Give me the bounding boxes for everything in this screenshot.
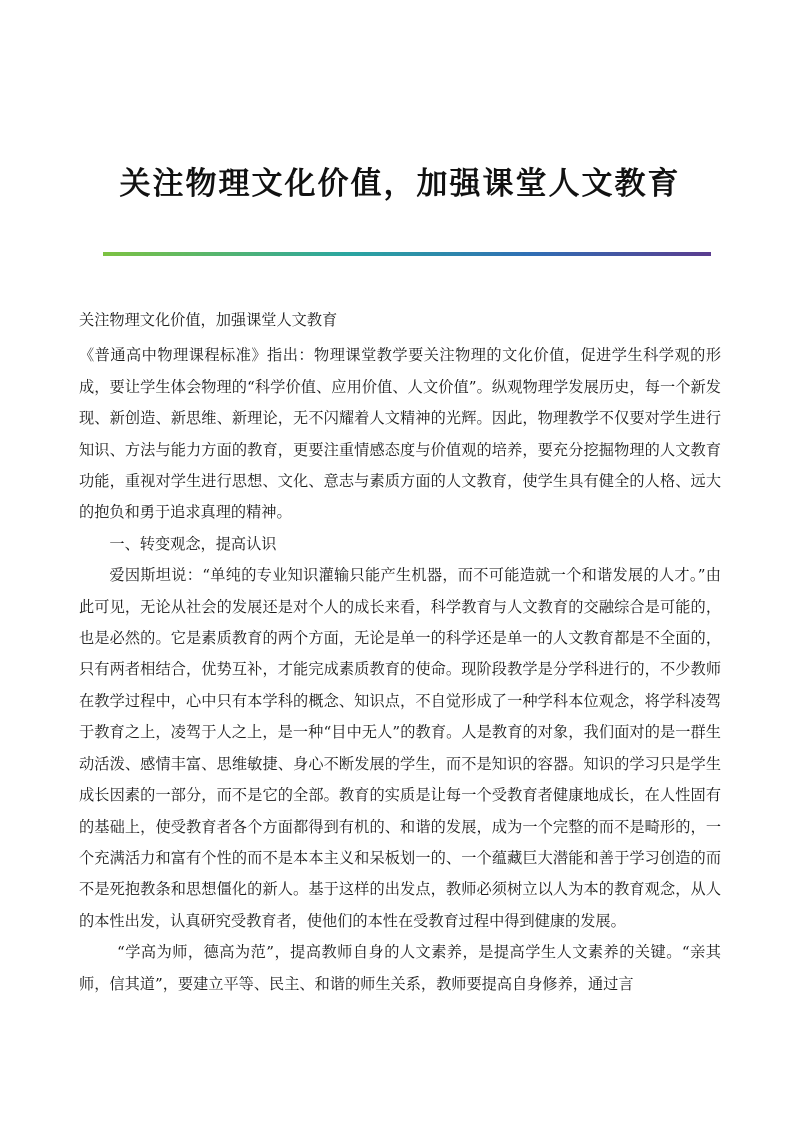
- title-divider: [103, 252, 711, 256]
- page-title: 关注物理文化价值，加强课堂人文教育: [119, 166, 681, 202]
- paragraph-einstein: 爱因斯坦说：“单纯的专业知识灌输只能产生机器，而不可能造就一个和谐发展的人才。”由此可见，无论从社会的发展还是对个人的成长来看，科学教育与人文教育的交融综合是可能的，也是必然的。它是素质教育的两个方面，无论是单一的科学还是单一的人文教育都是不全面的，只有两者相结合，优势互补，才能完成素质教育的使命。现阶段教学是分学科进行的，不少教师在教学过程中，心中只有本学科的概念、知识点，不自觉形成了一种学科本位观念，将学科凌驾于教育之上，凌驾于人之上，是一种“目中无人”的教育。人是教育的对象，我们面对的是一群生动活泼、感情丰富、思维敏捷、身心不断发展的学生，而不是知识的容器。知识的学习只是学生成长因素的一部分，而不是它的全部。教育的实质是让每一个受教育者健康地成长，在人性固有的基础上，使受教育者各个方面都得到有机的、和谐的发展，成为一个完整的而不是畸形的，一个充满活力和富有个性的而不是本本主义和呆板划一的、一个蕴藏巨大潜能和善于学习创造的而不是死抱教条和思想僵化的新人。基于这样的出发点，教师必须树立以人为本的教育观念，从人的本性出发，认真研究受教育者，使他们的本性在受教育过程中得到健康的发展。: [79, 566, 721, 930]
- paragraph-teacher: “学高为师，德高为范”，提高教师自身的人文素养，是提高学生人文素养的关键。“亲其师，信其道”，要建立平等、民主、和谐的师生关系，教师要提高自身修养，通过言: [79, 943, 721, 993]
- paragraph-intro: 《普通高中物理课程标准》指出：物理课堂教学要关注物理的文化价值，促进学生科学观的形成，要让学生体会物理的“科学价值、应用价值、人文价值”。纵观物理学发展历史，每一个新发现、新创造、新思维、新理论，无不闪耀着人文精神的光辉。因此，物理教学不仅要对学生进行知识、方法与能力方面的教育，更要注重情感态度与价值观的培养，要充分挖掘物理的人文教育功能，重视对学生进行思想、文化、意志与素质方面的人文教育，使学生具有健全的人格、远大的抱负和勇于追求真理的精神。: [79, 346, 721, 522]
- document-subtitle: 关注物理文化价值，加强课堂人文教育: [79, 311, 338, 329]
- document-body: [79, 305, 721, 1000]
- section-heading: 一、转变观念，提高认识: [109, 534, 277, 553]
